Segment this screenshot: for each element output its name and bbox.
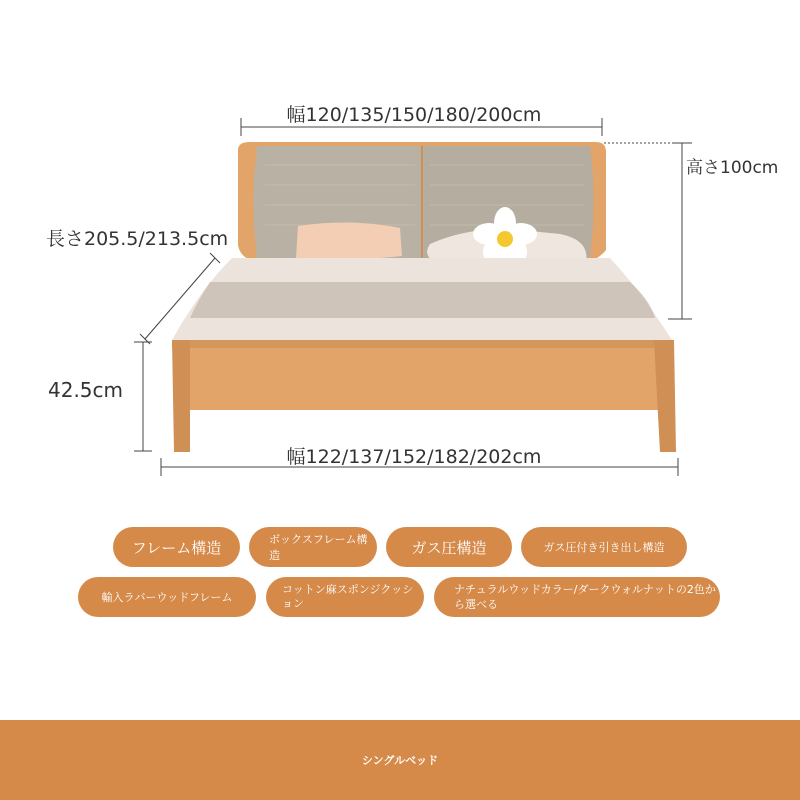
front-leg-left [172,340,190,452]
feature-tag [249,527,377,567]
feature-tag [113,527,240,567]
feature-tag [434,577,720,617]
height-label: 高さ100cm [686,158,779,178]
feature-tag-label: ボックスフレーム構造 [269,533,368,562]
feature-tag [78,577,256,617]
feature-tag-label: ナチュラルウッドカラー/ダークウォルナットの2色から選べる [454,583,716,611]
feature-tag-label: ガス圧付き引き出し構造 [543,541,665,554]
bottom-width-label: 幅122/137/152/182/202cm [286,446,542,468]
leg-height-label: 42.5cm [48,378,124,402]
footer-label: シングルベッド [361,754,439,767]
length-label: 長さ205.5/213.5cm [46,228,229,250]
feature-tag-label: コットン麻スポンジクッション [282,583,414,610]
feature-tag-label: 輸入ラバーウッドフレーム [101,591,233,604]
bed-frame [172,340,676,452]
feature-tag [386,527,512,567]
pillow-left [296,222,402,259]
front-leg-right [654,340,676,452]
feature-tag-label: フレーム構造 [131,538,222,557]
footer-banner [0,720,800,800]
top-width-label: 幅120/135/150/180/200cm [286,104,542,126]
feature-tag-label: ガス圧構造 [411,538,487,557]
throw-blanket [190,282,655,318]
feature-tag [266,577,424,617]
feature-tag [521,527,687,567]
